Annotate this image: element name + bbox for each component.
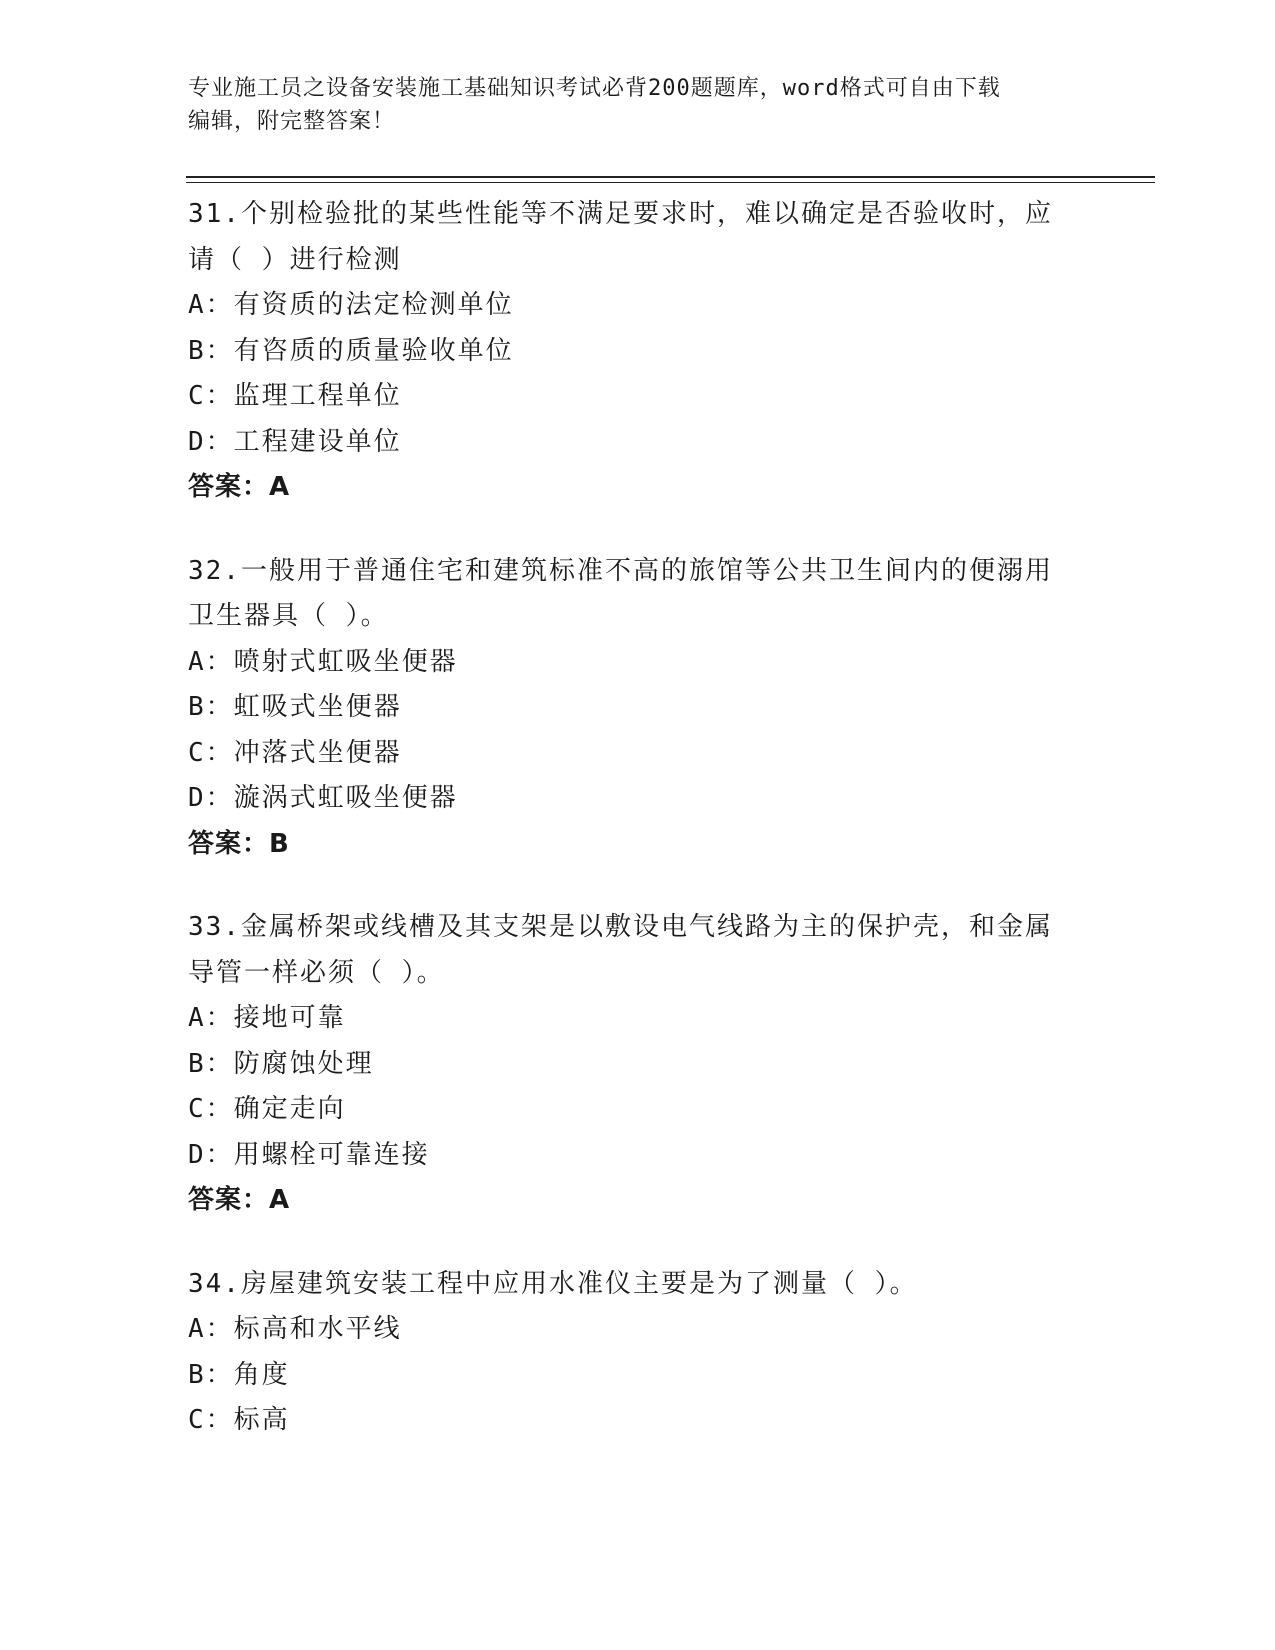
option-a: A：喷射式虹吸坐便器 <box>188 646 458 677</box>
question-33 <box>188 905 1088 1224</box>
option-a: A：接地可靠 <box>188 1003 346 1033</box>
option-b: B：有咨质的质量验收单位 <box>188 335 514 366</box>
question-31 <box>188 192 1088 511</box>
option-b: B：角度 <box>188 1359 290 1390</box>
question-stem: 34.房屋建筑安装工程中应用水准仪主要是为了测量（ ）。 <box>188 1268 918 1299</box>
option-c: C：确定走向 <box>188 1094 346 1124</box>
header-divider-thin <box>186 182 1155 183</box>
option-a: A：标高和水平线 <box>188 1314 402 1344</box>
question-stem: 31.个别检验批的某些性能等不满足要求时，难以确定是否验收时，应请（ ）进行检测 <box>188 199 1053 275</box>
answer: 答案：A <box>188 1185 291 1215</box>
header-line-1: 专业施工员之设备安装施工基础知识考试必背200题题库，word格式可自由下载 <box>188 76 1001 101</box>
option-a: A：有资质的法定检测单位 <box>188 290 514 320</box>
question-32 <box>188 549 1088 868</box>
option-b: B：虹吸式坐便器 <box>188 692 402 722</box>
option-d: D：用螺栓可靠连接 <box>188 1139 430 1170</box>
header-line-2: 编辑，附完整答案！ <box>188 109 396 134</box>
option-d: D：工程建设单位 <box>188 426 402 457</box>
question-list <box>188 192 1088 1482</box>
answer: 答案：B <box>188 828 290 859</box>
question-stem: 33.金属桥架或线槽及其支架是以敷设电气线路为主的保护壳，和金属导管一样必须（ ）。 <box>188 912 1053 988</box>
option-d: D：漩涡式虹吸坐便器 <box>188 783 458 813</box>
option-c: C：冲落式坐便器 <box>188 737 402 768</box>
answer: 答案：A <box>188 472 291 502</box>
option-b: B：防腐蚀处理 <box>188 1048 374 1079</box>
header-divider <box>186 176 1155 178</box>
question-stem: 32.一般用于普通住宅和建筑标准不高的旅馆等公共卫生间内的便溺用卫生器具（ ）。 <box>188 555 1053 631</box>
question-34 <box>188 1262 1088 1444</box>
option-c: C：标高 <box>188 1405 290 1435</box>
option-c: C：监理工程单位 <box>188 381 402 411</box>
document-header <box>188 72 1068 138</box>
